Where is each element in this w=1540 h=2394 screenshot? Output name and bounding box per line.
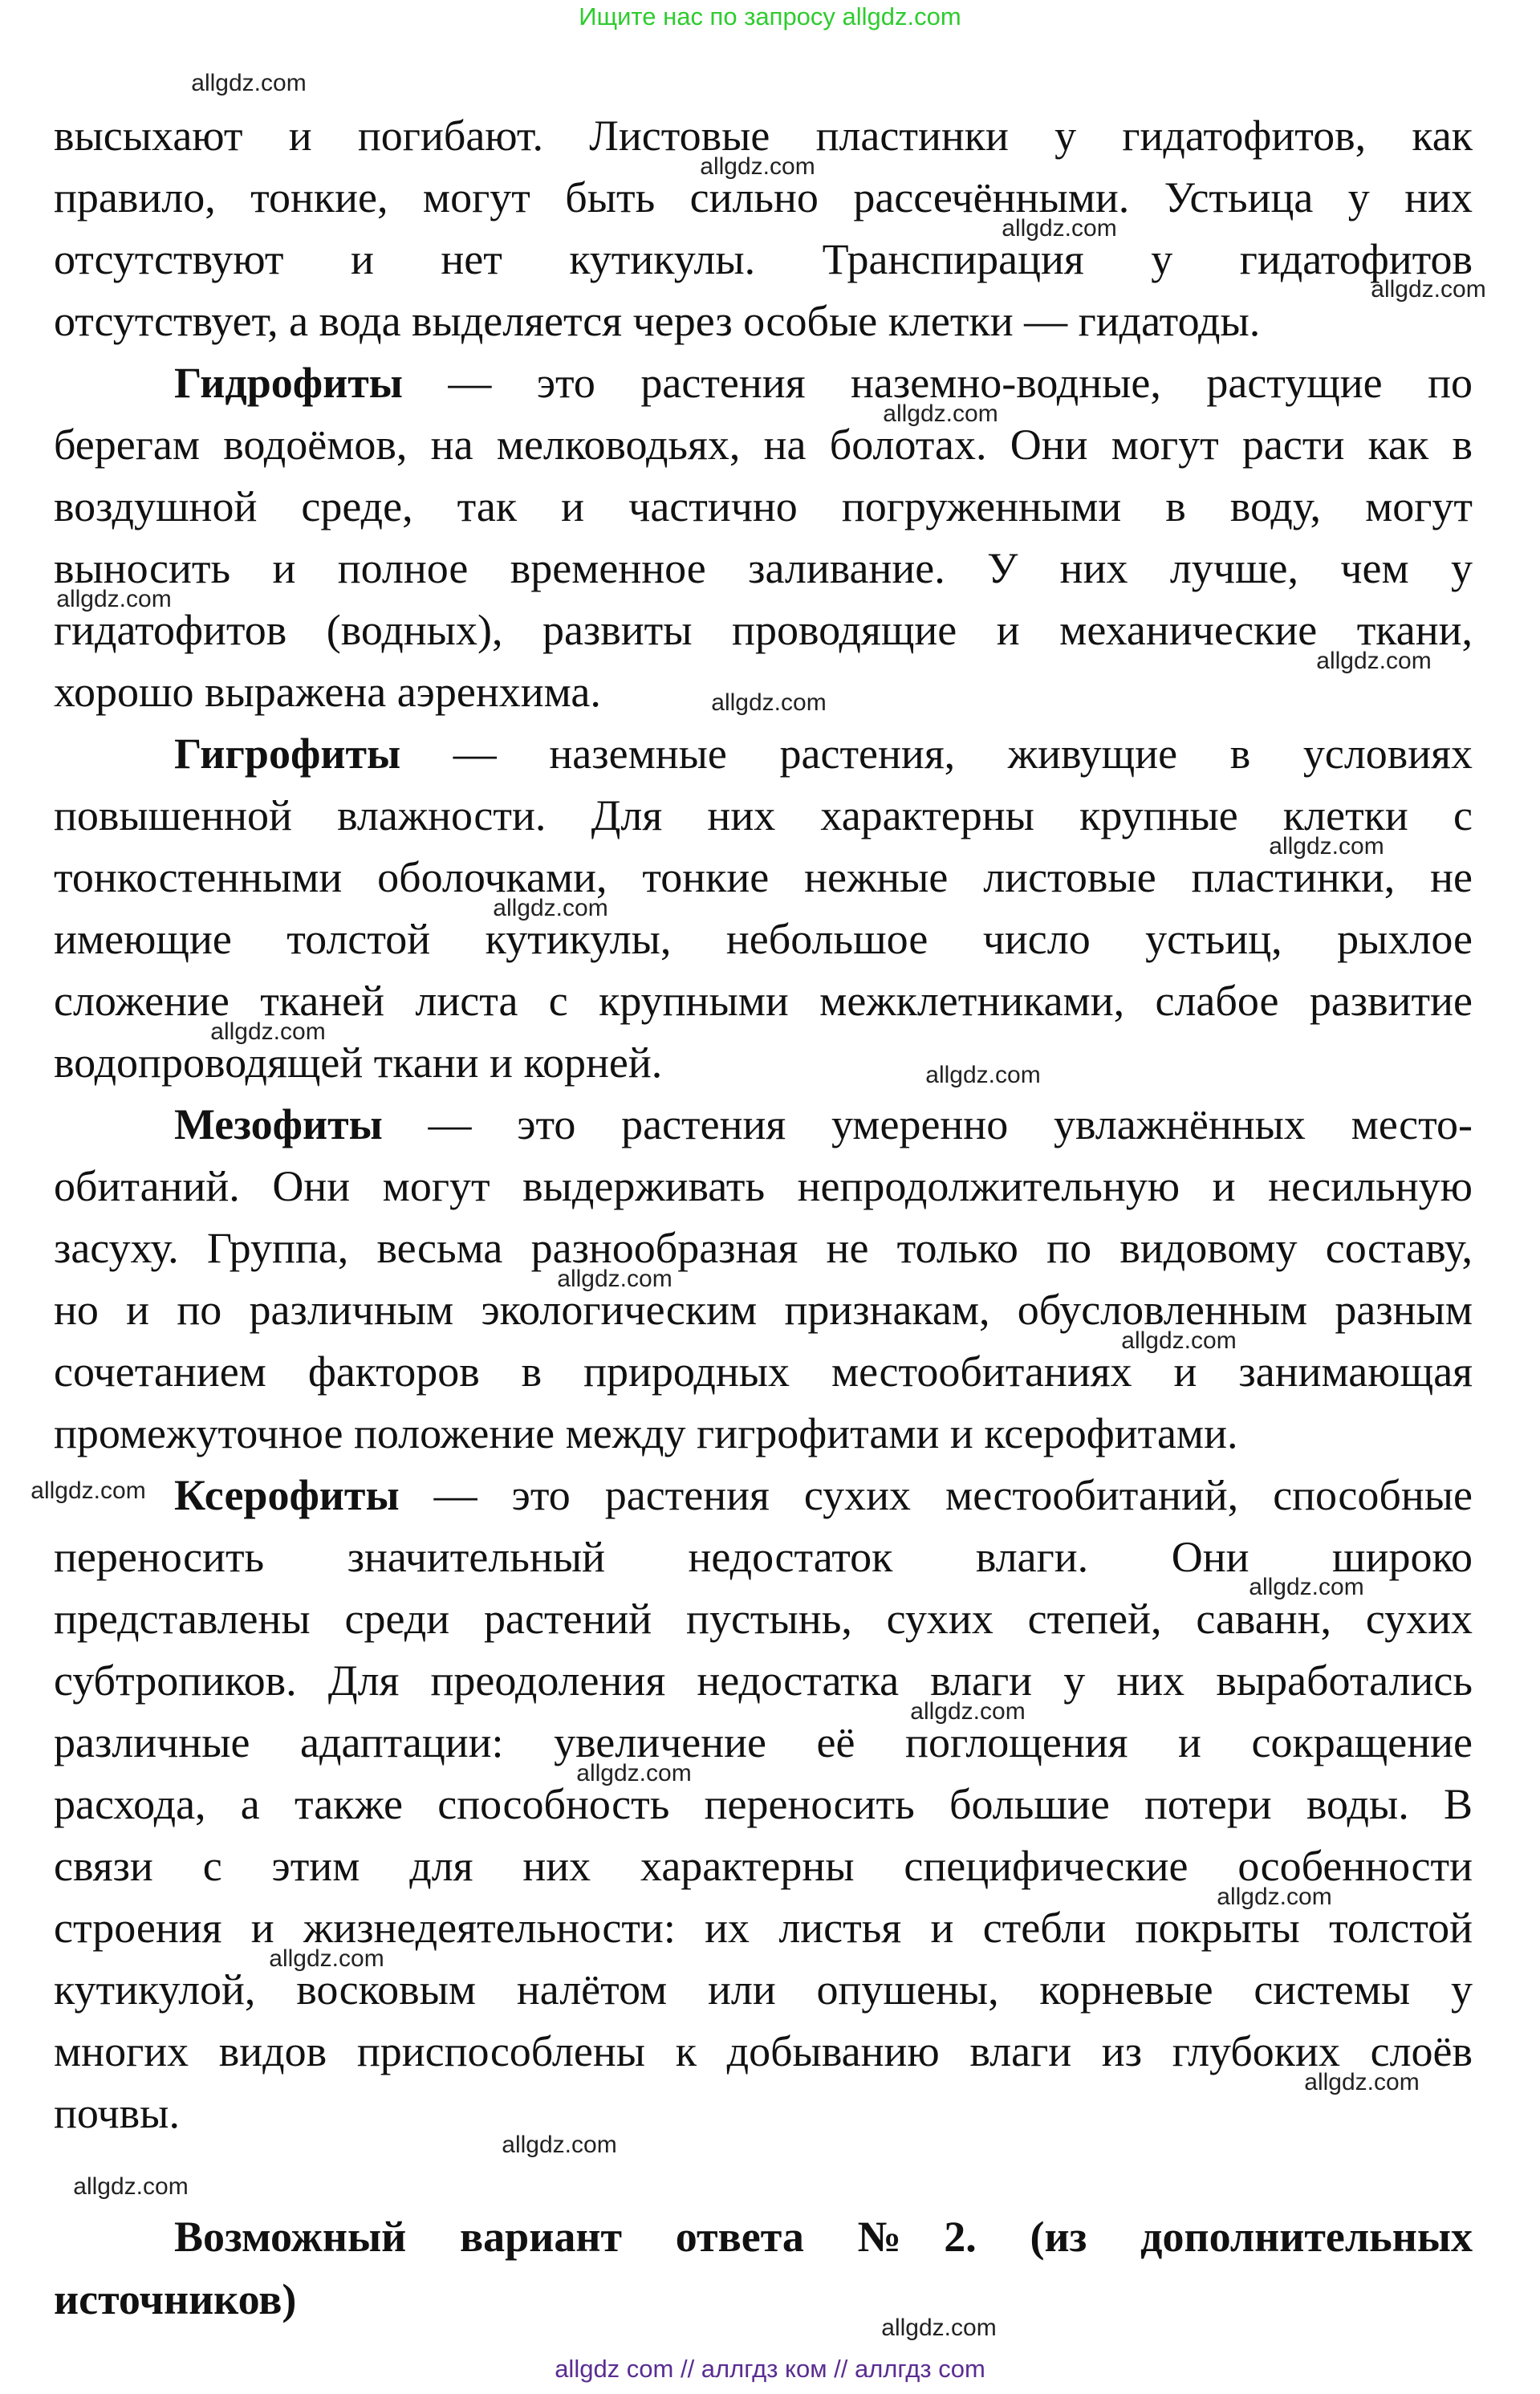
watermark: allgdz.com xyxy=(910,1698,1026,1725)
line-text: но и по различным экологическим признакам, обусловленным разным xyxy=(54,1286,1473,1334)
term: Мезофиты xyxy=(174,1100,383,1148)
text-line xyxy=(54,2021,1473,2083)
term: Гидрофиты xyxy=(174,359,403,407)
text-line xyxy=(54,1279,1473,1341)
watermark: allgdz.com xyxy=(56,586,172,612)
line-text: субтропиков. Для преодоления недостатка влаги у них выработались xyxy=(54,1656,1473,1705)
text-line xyxy=(54,908,1473,970)
watermark: allgdz.com xyxy=(711,689,827,716)
text-line xyxy=(54,414,1473,476)
line-text: — наземные растения, живущие в условиях xyxy=(400,730,1473,778)
text-line xyxy=(54,1217,1473,1279)
line-text: — это растения сухих местообитаний, способные xyxy=(399,1471,1473,1519)
line-text: гидатофитов (водных), развиты проводящие и механические ткани, xyxy=(54,606,1473,654)
line-text: обитаний. Они могут выдерживать непродолжительную и несильную xyxy=(54,1162,1473,1210)
watermark: allgdz.com xyxy=(1249,1574,1364,1600)
line-text: промежуточное положение между гигрофитами и ксерофитами. xyxy=(54,1409,1238,1457)
line-text: берегам водоёмов, на мелководьях, на болотах. Они могут расти как в xyxy=(54,421,1473,469)
watermark: allgdz.com xyxy=(1371,276,1486,303)
term: Ксерофиты xyxy=(174,1471,400,1519)
answer-heading-cont: источников) xyxy=(54,2275,297,2323)
text-line xyxy=(54,229,1473,291)
watermark: allgdz.com xyxy=(502,2132,617,2158)
line-text: — это растения наземно-водные, растущие по xyxy=(402,359,1473,407)
text-line xyxy=(54,1774,1473,1835)
watermark: allgdz.com xyxy=(883,400,998,427)
line-text: связи с этим для них характерны специфические особенности xyxy=(54,1842,1473,1890)
text-line xyxy=(54,1712,1473,1774)
text-line xyxy=(54,1959,1473,2021)
text-line xyxy=(54,785,1473,847)
line-text: строения и жизнедеятельности: их листья и стебли покрыты толстой xyxy=(54,1904,1473,1952)
watermark: allgdz.com xyxy=(493,895,608,921)
watermark: allgdz.com xyxy=(1269,833,1384,860)
watermark: allgdz.com xyxy=(1304,2069,1420,2095)
watermark: allgdz.com xyxy=(881,2315,997,2341)
answer-heading: Возможный вариант ответа №2. (из дополнительных xyxy=(174,2213,1473,2261)
line-text: высыхают и погибают. Листовые пластинки у гидатофитов, как xyxy=(54,112,1473,160)
watermark: allgdz.com xyxy=(210,1018,326,1045)
text-line xyxy=(54,1156,1473,1217)
watermark: allgdz.com xyxy=(1002,215,1117,242)
watermark: allgdz.com xyxy=(191,70,307,96)
text-line xyxy=(174,723,1473,785)
line-text: сложение тканей листа с крупными межклетниками, слабое развитие xyxy=(54,977,1473,1025)
text-line xyxy=(174,352,1473,414)
line-text: тонкостенными оболочками, тонкие нежные листовые пластинки, не xyxy=(54,853,1473,901)
watermark: allgdz.com xyxy=(1316,648,1432,674)
line-text: имеющие толстой кутикулы, небольшое число устьиц, рыхлое xyxy=(54,915,1473,963)
watermark: allgdz.com xyxy=(557,1266,672,1292)
line-text: засуху. Группа, весьма разнообразная не только по видовому составу, xyxy=(54,1224,1473,1272)
text-line xyxy=(54,600,1473,661)
text-line xyxy=(54,1403,1473,1465)
text-line xyxy=(54,1341,1473,1403)
text-line xyxy=(54,847,1473,908)
text-line xyxy=(54,1650,1473,1712)
line-text: представлены среди растений пустынь, сухих степей, саванн, сухих xyxy=(54,1595,1473,1643)
watermark: allgdz.com xyxy=(700,153,815,180)
watermark: allgdz.com xyxy=(269,1945,384,1972)
watermark: allgdz.com xyxy=(925,1062,1041,1088)
line-text: отсутствует, а вода выделяется через особые клетки — гидатоды. xyxy=(54,297,1261,345)
line-text: правило, тонкие, могут быть сильно рассечёнными. Устьица у них xyxy=(54,173,1473,222)
line-text: повышенной влажности. Для них характерны крупные клетки с xyxy=(54,791,1473,839)
line-text: почвы. xyxy=(54,2089,180,2137)
watermark: allgdz.com xyxy=(30,1477,146,1504)
text-line xyxy=(54,538,1473,600)
line-text: воздушной среде, так и частично погруженными в воду, могут xyxy=(54,482,1473,530)
text-line xyxy=(54,2083,1473,2144)
line-text: различные адаптации: увеличение её поглощения и сокращение xyxy=(54,1718,1473,1766)
search-banner: Ищите нас по запросу allgdz.com xyxy=(579,2,961,30)
line-text: многих видов приспособлены к добыванию влаги из глубоких слоёв xyxy=(54,2027,1473,2075)
heading-line-2 xyxy=(54,2269,1473,2331)
line-text: переносить значительный недостаток влаги. Они широко xyxy=(54,1533,1473,1581)
watermark: allgdz.com xyxy=(1121,1327,1237,1354)
line-text: расхода, а также способность переносить большие потери воды. В xyxy=(54,1780,1473,1828)
line-text: отсутствуют и нет кутикулы. Транспирация у гидатофитов xyxy=(54,235,1473,283)
footer-banner: allgdz com // аллгдз ком // аллгдз com xyxy=(555,2355,985,2383)
term: Гигрофиты xyxy=(174,730,401,778)
watermark: allgdz.com xyxy=(73,2173,189,2200)
heading-line-1 xyxy=(174,2206,1473,2268)
line-text: хорошо выражена аэренхима. xyxy=(54,668,601,716)
line-text: кутикулой, восковым налётом или опушены, корневые системы у xyxy=(54,1965,1473,2014)
line-text: сочетанием факторов в природных местообитаниях и занимающая xyxy=(54,1347,1473,1396)
text-line xyxy=(54,476,1473,538)
line-text: водопроводящей ткани и корней. xyxy=(54,1038,663,1087)
watermark: allgdz.com xyxy=(1217,1884,1332,1910)
line-text: — это растения умеренно увлажнённых место- xyxy=(382,1100,1473,1148)
text-line xyxy=(54,291,1473,352)
text-line xyxy=(174,1094,1473,1156)
watermark: allgdz.com xyxy=(576,1760,692,1786)
line-text: выносить и полное временное заливание. У них лучше, чем у xyxy=(54,544,1473,592)
text-line xyxy=(174,1465,1473,1526)
